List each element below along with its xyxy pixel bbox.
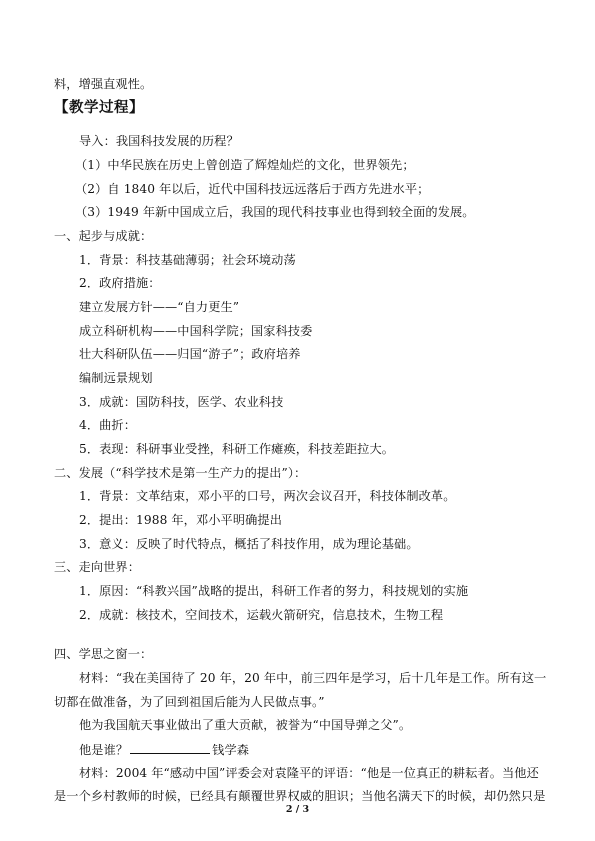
question-answer: 钱学森 [212, 743, 250, 757]
text-line: 编制远景规划 [79, 371, 153, 385]
text-line: 壮大科研队伍——归国“游子”；政府培养 [79, 347, 301, 361]
text-line: 二、发展（“科学技术是第一生产力的提出”）： [54, 466, 307, 480]
text-line: 材料：2004 年“感动中国”评委会对袁隆平的评语：“他是一位真正的耕耘者。当他还 [79, 766, 539, 780]
text-line: 他为我国航天事业做出了重大贡献，被誉为“中国导弹之父”。 [79, 718, 412, 732]
text-line: （3）1949 年新中国成立后，我国的现代科技事业也得到较全面的发展。 [75, 205, 475, 219]
text-line: 3．意义：反映了时代特点，概括了科技作用，成为理论基础。 [79, 537, 419, 551]
text-line: 是一个乡村教师的时候，已经具有颠覆世界权威的胆识；当他名满天下的时候，却仍然只是 [54, 789, 546, 803]
text-line: 4．曲折： [79, 418, 137, 432]
text-line: 2．成就：核技术，空间技术，运载火箭研究，信息技术，生物工程 [79, 608, 444, 622]
page-number: 2 / 3 [285, 804, 310, 815]
text-line: 2．政府措施： [79, 276, 161, 290]
question-line [79, 741, 249, 758]
text-line: 5．表现：科研事业受挫，科研工作瘫痪，科技差距拉大。 [79, 442, 395, 456]
text-line: （1）中华民族在历史上曾创造了辉煌灿烂的文化，世界领先； [75, 158, 415, 172]
section-heading: 【教学过程】 [54, 99, 144, 116]
text-line: 一、起步与成就： [54, 229, 153, 243]
text-line: 1．背景：文革结束，邓小平的口号，两次会议召开，科技体制改革。 [79, 489, 456, 503]
text-line: 1．背景：科技基础薄弱；社会环境动荡 [79, 253, 296, 267]
question-prefix: 他是谁？ [79, 743, 129, 757]
text-line: 建立发展方针——“自力更生” [79, 300, 240, 314]
text-line: （2）自 1840 年以后，近代中国科技远远落后于西方先进水平； [75, 182, 430, 196]
text-line: 材料：“我在美国待了 20 年，20 年中，前三四年是学习，后十几年是工作。所有这一 [79, 671, 547, 685]
text-line: 料，增强直观性。 [54, 77, 153, 91]
text-line: 成立科研机构——中国科学院；国家科技委 [79, 324, 313, 338]
text-line: 3．成就：国防科技，医学、农业科技 [79, 395, 284, 409]
text-line: 切都在做准备，为了回到祖国后能为人民做点事。” [54, 695, 325, 709]
text-line: 四、学思之窗一： [54, 647, 153, 661]
text-line: 三、走向世界： [54, 560, 141, 574]
text-line: 导入：我国科技发展的历程？ [79, 134, 239, 148]
answer-blank [130, 741, 210, 754]
text-line: 1．原因：“科教兴国”战略的提出，科研工作者的努力，科技规划的实施 [79, 584, 469, 598]
text-line: 2．提出：1988 年，邓小平明确提出 [79, 513, 282, 527]
